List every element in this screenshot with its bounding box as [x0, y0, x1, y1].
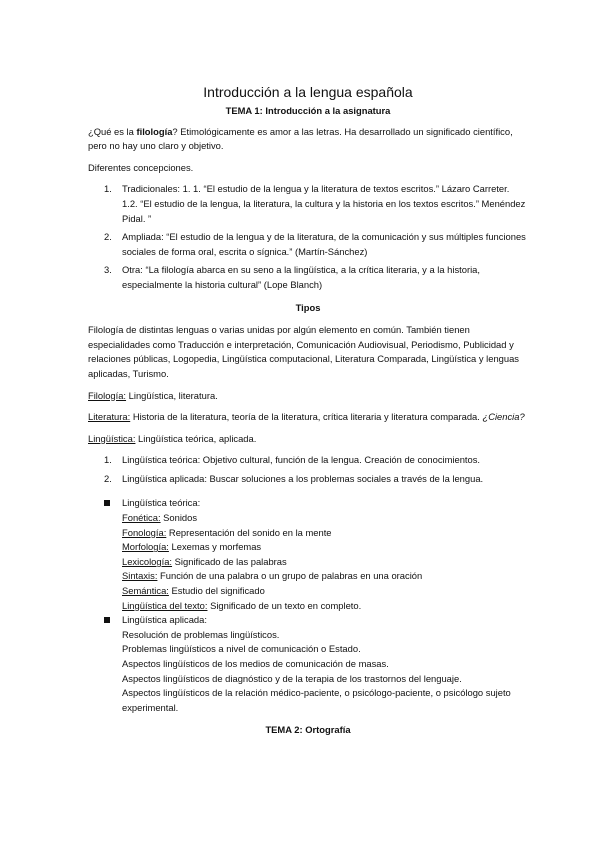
list-item	[88, 263, 528, 292]
aplicada-item: Aspectos lingüísticos de diagnóstico y de la terapia de los trastornos del lenguaje.	[122, 672, 462, 684]
concepciones-list	[88, 182, 528, 292]
intro-pre: ¿Qué es la	[88, 125, 137, 137]
literatura-label: Literatura:	[88, 411, 131, 423]
teorica-section	[88, 496, 528, 613]
list-item-text: Tradicionales: 1. 1. “El estudio de la lengua y la literatura de textos escritos.” Lázaro Carreter.	[122, 183, 510, 195]
list-item-text: Lingüística aplicada: Buscar soluciones a los problemas sociales a través de la lengua.	[122, 472, 484, 484]
list-item	[88, 230, 528, 259]
list-number: 1.	[104, 183, 112, 195]
intro-post: ? Etimológicamente es amor a las letras. Ha desarrollado un significado científico, pero no hay uno claro y objetivo.	[88, 125, 513, 152]
aplicada-item: Problemas lingüísticos a nivel de comunicación o Estado.	[122, 643, 361, 655]
document-title: Introducción a la lengua española	[203, 84, 413, 100]
list-number: 2.	[104, 472, 112, 484]
square-bullet-icon	[104, 500, 110, 506]
term-text: Representación del sonido en la mente	[166, 526, 332, 538]
filologia-label: Filología:	[88, 389, 127, 401]
teorica-item	[122, 555, 528, 570]
intro-bold-term: filología	[136, 125, 173, 137]
linguistica-list	[88, 453, 528, 486]
intro-paragraph	[88, 125, 528, 154]
list-number: 3.	[104, 264, 112, 276]
filologia-paragraph	[88, 389, 528, 404]
list-item	[88, 453, 528, 468]
linguistica-paragraph	[88, 432, 528, 447]
linguistica-text: Lingüística teórica, aplicada.	[135, 432, 257, 444]
teorica-item	[122, 511, 528, 526]
teorica-item	[122, 599, 528, 614]
term-label: Fonética:	[122, 512, 161, 524]
document-body	[88, 82, 528, 746]
aplicada-item: Resolución de problemas lingüísticos.	[122, 628, 280, 640]
list-item-text: Otra: “La filología abarca en su seno a la lingüística, a la crítica literaria, y a la historia, especialmente la historia cultural” (Lope Blanch)	[122, 264, 480, 290]
teorica-item	[122, 526, 528, 541]
teorica-item	[122, 540, 528, 555]
tema1-heading: TEMA 1: Introducción a la asignatura	[225, 105, 391, 116]
aplicada-heading: Lingüística aplicada:	[122, 614, 207, 626]
term-label: Morfología:	[122, 541, 169, 553]
term-text: Función de una palabra o un grupo de palabras en una oración	[157, 570, 423, 582]
aplicada-section	[88, 613, 528, 715]
list-number: 1.	[104, 454, 112, 466]
term-text: Estudio del significado	[168, 585, 265, 597]
term-text: Significado de un texto en completo.	[207, 599, 362, 611]
list-item-text: Ampliada: “El estudio de la lengua y de la literatura, de la comunicación y sus múltiples funciones sociales de forma oral, escrita o sígnica.” (Martín-Sánchez)	[122, 231, 526, 257]
term-label: Fonología:	[122, 526, 167, 538]
tipos-paragraph: Filología de distintas lenguas o varias unidas por algún elemento en común. También tienen especialidades como Traducción e interpretación, Comunicación Audiovisual, Periodismo, Publicidad y relaciones públicas, Logopedia, Lingüística computacional, Literatura Comparada, Lingüística y lenguas aplicadas, Turismo.	[88, 324, 519, 379]
literatura-italic: ¿Ciencia?	[482, 411, 525, 423]
teorica-item	[122, 584, 528, 599]
list-item-text: Lingüística teórica: Objetivo cultural, función de la lengua. Creación de conocimientos.	[122, 454, 481, 466]
term-label: Semántica:	[122, 585, 169, 597]
term-text: Sonidos	[160, 512, 198, 524]
square-bullet-icon	[104, 617, 110, 623]
term-label: Lexicología:	[122, 555, 173, 567]
concepciones-heading: Diferentes concepciones.	[88, 161, 194, 173]
list-item-extra: 1.2. “El estudio de la lengua, la literatura, la cultura y la historia en los textos escritos.” Menéndez Pidal. ”	[122, 197, 526, 224]
aplicada-item: Aspectos lingüísticos de los medios de comunicación de masas.	[122, 658, 389, 669]
term-text: Lexemas y morfemas	[168, 541, 262, 553]
list-number: 2.	[104, 231, 112, 243]
teorica-item	[122, 569, 528, 584]
list-item	[88, 182, 528, 226]
term-text: Significado de las palabras	[172, 555, 287, 567]
literatura-paragraph	[88, 410, 528, 425]
term-label: Lingüística del texto:	[122, 599, 208, 611]
term-label: Sintaxis:	[122, 570, 158, 582]
tema2-heading: TEMA 2: Ortografía	[265, 724, 351, 736]
list-item	[88, 472, 528, 487]
filologia-text: Lingüística, literatura.	[126, 389, 218, 401]
literatura-text: Historia de la literatura, teoría de la literatura, crítica literaria y literatura comparada.	[130, 411, 483, 423]
bullet-list	[88, 496, 528, 715]
tipos-heading: Tipos	[295, 301, 321, 313]
linguistica-label: Lingüística:	[88, 432, 136, 444]
aplicada-item: Aspectos lingüísticos de la relación médico-paciente, o psicólogo-paciente, o psicólogo sujeto experimental.	[122, 687, 511, 713]
teorica-heading: Lingüística teórica:	[122, 497, 201, 509]
